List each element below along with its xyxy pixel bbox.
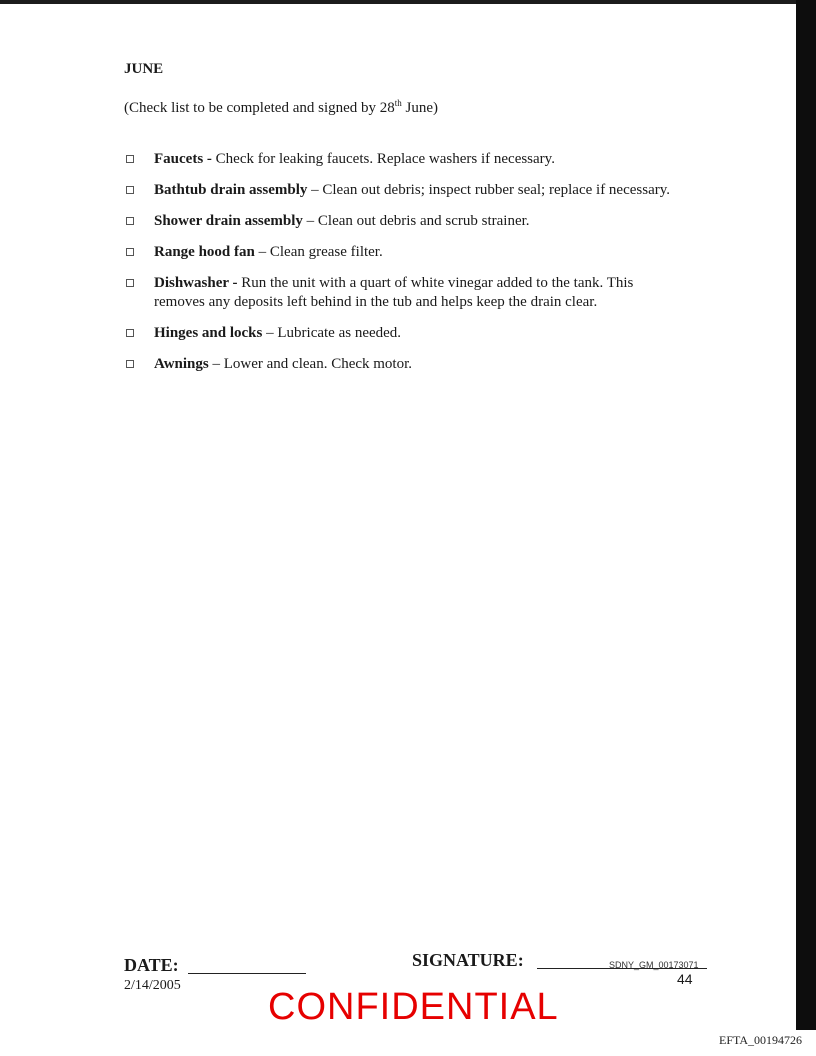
checklist-item-name: Awnings xyxy=(154,356,209,372)
checklist-item xyxy=(124,150,684,169)
checklist-item xyxy=(124,274,684,312)
checklist-item xyxy=(124,355,684,374)
checkbox-icon[interactable] xyxy=(126,186,134,194)
maintenance-checklist xyxy=(124,150,684,374)
checklist-item-name: Dishwasher - xyxy=(154,275,238,291)
checklist-item-text: Check for leaking faucets. Replace washers if necessary. xyxy=(211,151,555,167)
checkbox-icon[interactable] xyxy=(126,279,134,287)
signature-label: SIGNATURE: xyxy=(412,950,524,970)
month-heading: JUNE xyxy=(124,61,164,77)
checklist-item-name: Bathtub drain assembly xyxy=(154,182,308,198)
instruction-before: (Check list to be completed and signed by 28 xyxy=(124,100,395,116)
checklist-item xyxy=(124,212,684,231)
date-value: 2/14/2005 xyxy=(124,978,181,993)
checkbox-icon[interactable] xyxy=(126,248,134,256)
instruction-after: June) xyxy=(401,100,439,116)
checklist-item xyxy=(124,181,684,200)
checklist-item-text: – Lubricate as needed. xyxy=(262,325,402,341)
checkbox-icon[interactable] xyxy=(126,360,134,368)
date-label: DATE: xyxy=(124,955,179,975)
checklist-item-name: Shower drain assembly xyxy=(154,213,303,229)
checkbox-icon[interactable] xyxy=(126,155,134,163)
checklist-item-text: Run the unit with a quart of white vinegar added to the tank. This removes any deposits left behind in the tub and helps keep the drain clear. xyxy=(154,275,634,310)
checklist-item-text: – Lower and clean. Check motor. xyxy=(208,356,413,372)
confidential-stamp: CONFIDENTIAL xyxy=(268,986,559,1028)
checkbox-icon[interactable] xyxy=(126,217,134,225)
bates-number: SDNY_GM_00173071 xyxy=(609,960,699,970)
instruction-superscript: th xyxy=(394,98,402,108)
checklist-item-text: – Clean out debris; inspect rubber seal; replace if necessary. xyxy=(307,182,671,198)
checklist-item xyxy=(124,243,684,262)
scan-right-edge xyxy=(796,0,816,1030)
page-number: 44 xyxy=(677,971,693,987)
checklist-item-name: Faucets - xyxy=(154,151,212,167)
instruction-text xyxy=(124,100,438,117)
checklist-item xyxy=(124,324,684,343)
checklist-item-text: – Clean grease filter. xyxy=(254,244,383,260)
efta-id: EFTA_00194726 xyxy=(719,1033,803,1047)
checklist-item-name: Hinges and locks xyxy=(154,325,263,341)
checklist-item-name: Range hood fan xyxy=(154,244,255,260)
date-line xyxy=(188,973,306,974)
scan-top-edge xyxy=(0,0,816,4)
checklist-item-text: – Clean out debris and scrub strainer. xyxy=(302,213,530,229)
checkbox-icon[interactable] xyxy=(126,329,134,337)
